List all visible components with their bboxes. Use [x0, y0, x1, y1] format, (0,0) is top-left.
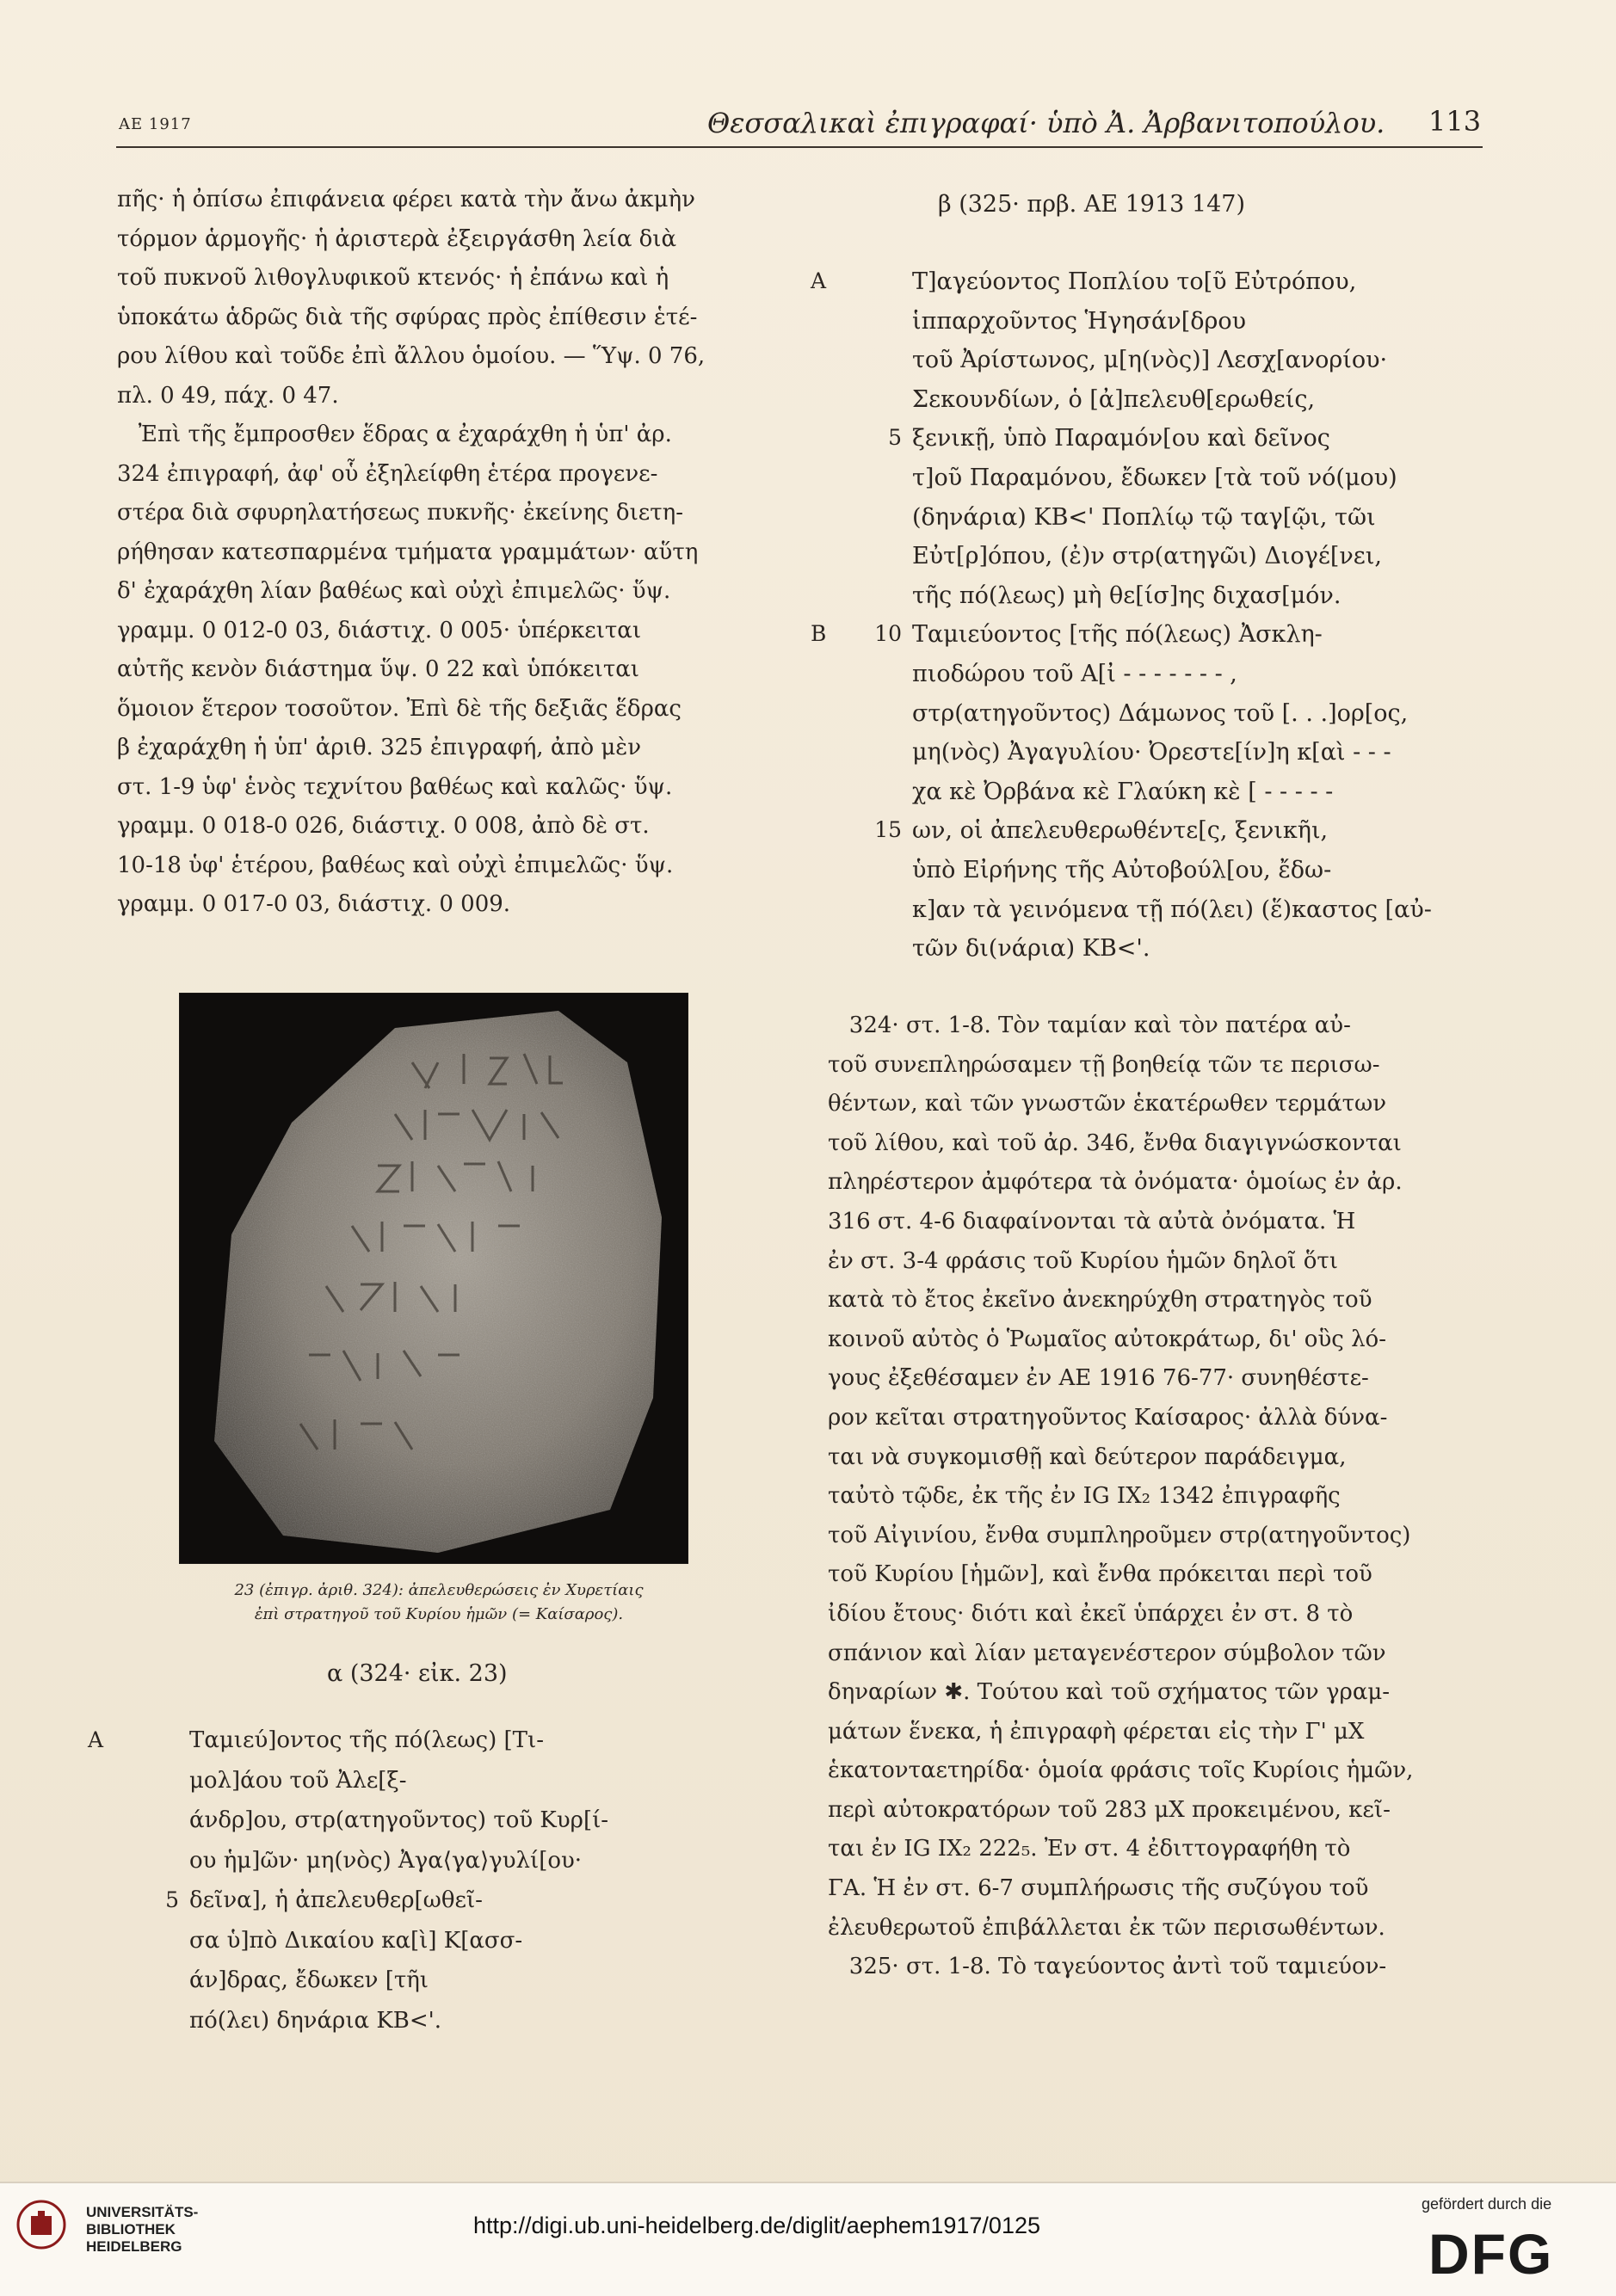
left-text-line: γραμμ. 0 018-0 026, διάστιχ. 0 008, ἀπὸ δὲ στ. [117, 813, 650, 839]
left-text-line: πλ. 0 49, πάχ. 0 47. [117, 382, 339, 409]
inscription-line: μη(νὸς) Ἀγαγυλίου· Ὀρεστε[ίν]η κ[αὶ - - - [912, 739, 1391, 766]
commentary-text-line: πληρέστερον ἀμφότερα τὰ ὀνόματα· ὁμοίως ἐν ἀρ. [828, 1169, 1403, 1196]
inscription-line-number: 5 [165, 1887, 179, 1912]
university-library-logo-icon [15, 2199, 67, 2250]
commentary-text-line: ἐλευθερωτοῦ ἐπιβάλλεται ἐκ τῶν περισωθέντων. [828, 1914, 1385, 1941]
figure-caption-line1: 23 (ἐπιγρ. ἀριθ. 324): ἀπελευθερώσεις ἐν Χυρετίαις [234, 1581, 644, 1599]
commentary-text-line: ρον κεῖται στρατηγοῦντος Καίσαρος· ἀλλὰ δύνα- [828, 1404, 1388, 1431]
left-text-line: ὑποκάτω ἁδρῶς διὰ τῆς σφύρας πρὸς ἐπίθεσιν ἑτέ- [117, 304, 698, 330]
inscription-line: ου ἡμ]ῶν· μη(νὸς) Ἀγα⟨γα⟩γυλί[ου· [189, 1847, 583, 1874]
commentary-text-line: κοινοῦ αὐτὸς ὁ Ῥωμαῖος αὐτοκράτωρ, δι' οὓς λό- [828, 1326, 1386, 1352]
left-text-line: γραμμ. 0 012-0 03, διάστιχ. 0 005· ὑπέρκειται [117, 617, 642, 643]
library-line2: BIBLIOTHEK [86, 2221, 176, 2238]
inscription-line: Εὐτ[ρ]όπου, (ἐ)ν στρ(ατηγῶι) Διογέ[νει, [912, 543, 1382, 570]
commentary-text-line: ται νὰ συγκομισθῇ καὶ δεύτερον παράδειγμα, [828, 1443, 1347, 1470]
left-column-text [117, 181, 737, 925]
library-line1: UNIVERSITÄTS- [86, 2204, 199, 2220]
commentary-text-line: τοῦ Κυρίου [ἡμῶν], καὶ ἔνθα πρόκειται περὶ τοῦ [828, 1561, 1372, 1588]
inscription-line: άνδρ]ου, στρ(ατηγοῦντος) τοῦ Κυρ[ί- [189, 1807, 609, 1833]
inscription-beta-heading: β (325· πρβ. ΑΕ 1913 147) [938, 191, 1245, 218]
commentary-text-line: ΓΑ. Ἡ ἐν στ. 6-7 συμπλήρωσις τῆς συζύγου τοῦ [828, 1875, 1369, 1902]
dfg-logo: DFG [1428, 2222, 1554, 2286]
inscription-face-label: Β [811, 621, 827, 647]
right-commentary-text [828, 1006, 1482, 1987]
figure-caption-line2: ἐπὶ στρατηγοῦ τοῦ Κυρίου ἡμῶν (= Καίσαρος). [254, 1605, 624, 1623]
commentary-text-line: τοῦ λίθου, καὶ τοῦ ἀρ. 346, ἔνθα διαγιγνώσκονται [828, 1130, 1402, 1156]
inscription-line: πό(λει) δηνάρια ΚΒ<'. [189, 2007, 442, 2034]
journal-label: ΑΕ 1917 [119, 115, 192, 133]
commentary-text-line: μάτων ἕνεκα, ἡ ἐπιγραφὴ φέρεται εἰς τὴν Γ' μΧ [828, 1718, 1365, 1745]
left-text-line: 10-18 ὑφ' ἑτέρου, βαθέως καὶ οὐχὶ ἐπιμελῶς· ὕψ. [117, 852, 674, 878]
page-number: 113 [1428, 105, 1482, 138]
left-text-line: αὐτῆς κενὸν διάστημα ὕψ. 0 22 καὶ ὑπόκειται [117, 656, 639, 682]
commentary-text-line: ται ἐν IG IX₂ 222₅. Ἐν στ. 4 ἐδιττογραφήθη τὸ [828, 1836, 1351, 1862]
library-name [86, 2204, 198, 2256]
inscription-alpha-heading: α (324· εἰκ. 23) [327, 1660, 508, 1687]
commentary-text-line: σπάνιον καὶ λίαν μεταγενέστερον σύμβολον τῶν [828, 1640, 1386, 1666]
inscription-line: Τ]αγεύοντος Ποπλίου το[ῦ Εὐτρόπου, [912, 268, 1357, 295]
inscription-line: τῶν δι(νάρια) ΚΒ<'. [912, 935, 1150, 963]
commentary-text-line: γους ἐξεθέσαμεν ἐν ΑΕ 1916 76-77· συνηθέστε- [828, 1365, 1369, 1392]
inscription-line-number: 10 [874, 621, 902, 647]
commentary-text-line: τοῦ Αἰγινίου, ἔνθα συμπληροῦμεν στρ(ατηγοῦντος) [828, 1522, 1411, 1548]
left-text-line: δ' ἐχαράχθη λίαν βαθέως καὶ οὐχὶ ἐπιμελῶς· ὕψ. [117, 578, 671, 604]
left-text-line: β ἐχαράχθη ἡ ὑπ' ἀριθ. 325 ἐπιγραφή, ἀπὸ μὲν [117, 735, 642, 760]
commentary-text-line: περὶ αὐτοκρατόρων τοῦ 283 μΧ προκειμένου, κεῖ- [828, 1796, 1391, 1823]
inscription-photo [179, 993, 688, 1564]
commentary-text-line: 316 στ. 4-6 διαφαίνονται τὰ αὐτὰ ὀνόματα. Ἡ [828, 1208, 1356, 1234]
left-text-line: 324 ἐπιγραφή, ἀφ' οὗ ἐξηλείφθη ἑτέρα προγενε- [117, 460, 658, 487]
inscription-line: Ταμιεύοντος [τῆς πό(λεως) Ἀσκλη- [912, 621, 1323, 649]
commentary-text-line: ἰδίου ἔτους· διότι καὶ ἐκεῖ ὑπάρχει ἐν στ. 8 τὸ [828, 1600, 1354, 1627]
inscription-line: άν]δρας, ἔδωκεν [τῆι [189, 1967, 429, 1993]
inscription-line: τῆς πό(λεως) μὴ θε[ίσ]ης διχασ[μόν. [912, 582, 1342, 609]
inscription-line: (δηνάρια) ΚΒ<' Ποπλίῳ τῷ ταγ[ῷι, τῶι [912, 503, 1376, 531]
library-line3: HEIDELBERG [86, 2238, 182, 2255]
left-text-line: Ἐπὶ τῆς ἔμπροσθεν ἕδρας α ἐχαράχθη ἡ ὑπ' ἀρ. [117, 422, 672, 447]
inscription-line: ων, οἱ ἀπελευθερωθέντε[ς, ξενικῆι, [912, 817, 1329, 845]
inscription-line: στρ(ατηγοῦντος) Δάμωνος τοῦ [. . .]ορ[ος, [912, 699, 1409, 727]
inscription-line: τοῦ Ἀρίστωνος, μ[η(νὸς)] Λεσχ[ανορίου· [912, 347, 1388, 374]
commentary-text-line: τοῦ συνεπληρώσαμεν τῇ βοηθείᾳ τῶν τε περισω- [828, 1051, 1380, 1078]
inscription-line: ἱππαρχοῦντος Ἡγησάν[δρου [912, 307, 1247, 335]
commentary-text-line: 325· στ. 1-8. Τὸ ταγεύοντος ἀντὶ τοῦ ταμιεύον- [828, 1954, 1387, 1980]
left-text-line: ρήθησαν κατεσπαρμένα τμήματα γραμμάτων· αὕτη [117, 539, 699, 565]
inscription-line: μολ]άου τοῦ Ἀλε[ξ- [189, 1767, 407, 1794]
commentary-text-line: θέντων, καὶ τῶν γνωστῶν ἑκατέρωθεν τερμάτων [828, 1091, 1386, 1117]
inscription-line-number: 15 [874, 817, 902, 843]
inscription-line: χα κὲ Ὀρβάνα κὲ Γλαύκη κὲ [ - - - - - [912, 778, 1334, 805]
inscription-line: σα ὑ]πὸ Δικαίου κα[ὶ] Κ[ασσ- [189, 1927, 523, 1954]
inscription-line: Σεκουνδίων, ὁ [ἀ]πελευθ[ερωθείς, [912, 385, 1316, 413]
inscription-face-label: Α [88, 1727, 104, 1752]
inscription-line: κ]αν τὰ γεινόμενα τῇ πό(λει) (ἕ)καστος [αὐ- [912, 896, 1432, 923]
left-text-line: τόρμον ἁρμογῆς· ἡ ἀριστερὰ ἐξειργάσθη λεία διὰ [117, 225, 677, 252]
inscription-line: πιοδώρου τοῦ Α[ἰ - - - - - - - , [912, 661, 1237, 687]
left-text-line: στ. 1-9 ὑφ' ἑνὸς τεχνίτου βαθέως καὶ καλῶς· ὕψ. [117, 773, 673, 800]
commentary-text-line: δηναρίων ✱. Τούτου καὶ τοῦ σχήματος τῶν γραμ- [828, 1679, 1391, 1706]
inscription-line: Ταμιεύ]οντος τῆς πό(λεως) [Τι- [189, 1727, 544, 1753]
left-text-line: γραμμ. 0 017-0 03, διάστιχ. 0 009. [117, 891, 511, 917]
inscription-line: ξενικῇ, ὑπὸ Παραμόν[ου καὶ δεῖνος [912, 425, 1330, 452]
inscription-line: ὑπὸ Εἰρήνης τῆς Αὐτοβούλ[ου, ἔδω- [912, 857, 1332, 883]
commentary-text-line: 324· στ. 1-8. Τὸν ταμίαν καὶ τὸν πατέρα αὐ- [828, 1013, 1351, 1038]
inscription-line-number: 5 [888, 425, 902, 451]
inscription-line: τ]οῦ Παραμόνου, ἔδωκεν [τὰ τοῦ νό(μου) [912, 465, 1397, 491]
left-text-line: τοῦ πυκνοῦ λιθογλυφικοῦ κτενός· ἡ ἐπάνω καὶ ἡ [117, 265, 669, 291]
commentary-text-line: ἑκατονταετηρίδα· ὁμοία φράσις τοῖς Κυρίοις ἡμῶν, [828, 1757, 1414, 1784]
left-text-line: ρου λίθου καὶ τοῦδε ἐπὶ ἄλλου ὁμοίου. — Ὕψ. 0 76, [117, 343, 706, 369]
source-url-link[interactable]: http://digi.ub.uni-heidelberg.de/diglit/aephem1917/0125 [473, 2213, 1040, 2238]
commentary-text-line: ταὐτὸ τῷδε, ἐκ τῆς ἐν IG IX₂ 1342 ἐπιγραφῆς [828, 1483, 1341, 1510]
header-rule [116, 146, 1483, 148]
running-title: Θεσσαλικαὶ ἐπιγραφαί· ὑπὸ Ἀ. Ἀρβανιτοπούλου. [707, 107, 1385, 139]
left-text-line: πῆς· ἡ ὀπίσω ἐπιφάνεια φέρει κατὰ τὴν ἄνω ἀκμὴν [117, 187, 695, 212]
left-text-line: στέρα διὰ σφυρηλατήσεως πυκνῆς· ἐκείνης διετη- [117, 500, 683, 526]
footer-bar [0, 2183, 1616, 2296]
funded-by-label: gefördert durch die [1422, 2195, 1552, 2213]
stone-image [180, 994, 688, 1563]
commentary-text-line: ἐν στ. 3-4 φράσις τοῦ Κυρίου ἡμῶν δηλοῖ ὅτι [828, 1247, 1338, 1274]
left-text-line: ὅμοιον ἕτερον τοσοῦτον. Ἐπὶ δὲ τῆς δεξιᾶς ἕδρας [117, 695, 682, 722]
inscription-face-label: Α [811, 268, 827, 293]
inscription-line: δεῖνα], ἡ ἀπελευθερ[ωθεῖ- [189, 1887, 483, 1913]
commentary-text-line: κατὰ τὸ ἔτος ἐκεῖνο ἀνεκηρύχθη στρατηγὸς τοῦ [828, 1287, 1372, 1314]
